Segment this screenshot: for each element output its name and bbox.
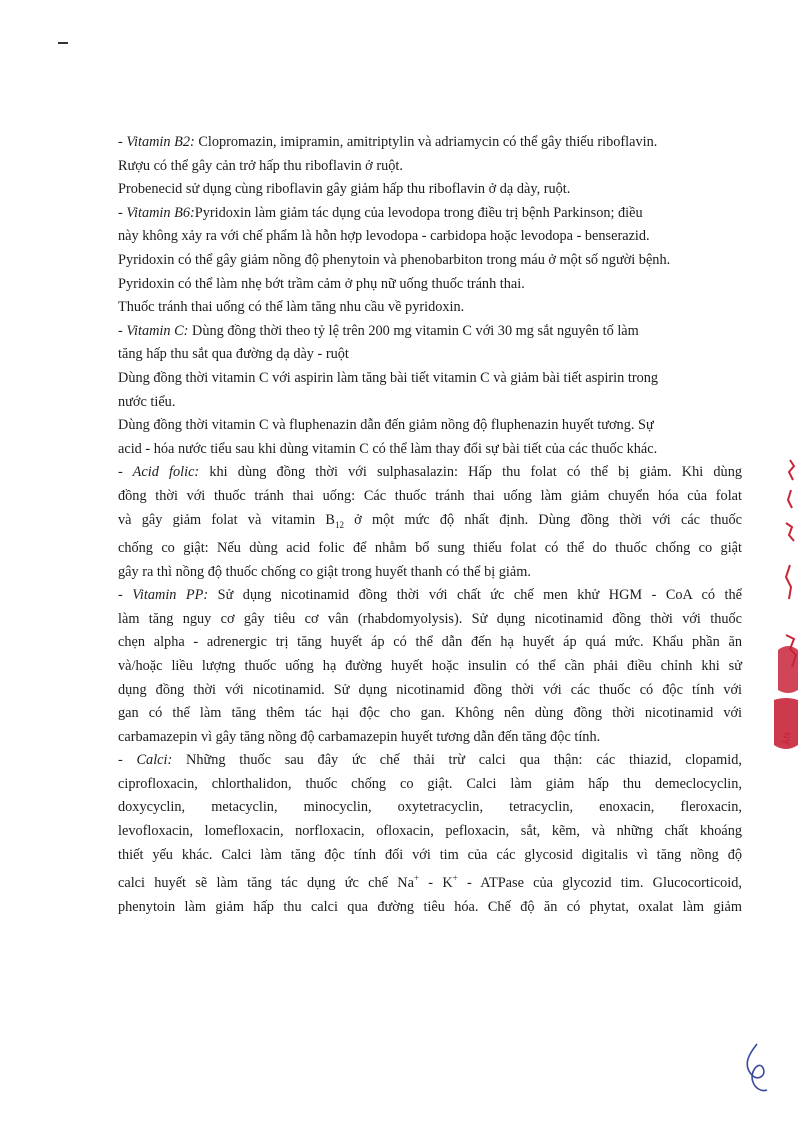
- text-line: [118, 561, 742, 585]
- text-line-content: [118, 899, 742, 915]
- text-line-content: [118, 682, 742, 698]
- text-line: [118, 414, 742, 438]
- text-line: [118, 343, 742, 367]
- text-line-content: [118, 181, 570, 197]
- line-text: phenytoin làm giảm hấp thu calci qua đường tiêu hóa. Chế độ ăn có phytat, oxalat làm giảm: [118, 898, 742, 915]
- line-text: nước tiểu.: [118, 393, 176, 410]
- line-text: và gây giảm folat và vitamin B: [118, 511, 335, 528]
- text-line-content: [118, 847, 742, 863]
- text-line-content: [118, 370, 658, 386]
- line-text: gây ra thì nồng độ thuốc chống co giật trong huyết thanh có thể bị giảm.: [118, 563, 531, 580]
- line-text: Dùng đồng thời vitamin C với aspirin làm tăng bài tiết vitamin C và giảm bài tiết aspirin trong: [118, 369, 659, 386]
- line-text: - K: [419, 875, 453, 892]
- text-line: [118, 773, 742, 797]
- text-line: [118, 155, 742, 179]
- text-line: [118, 796, 742, 820]
- line-text: Pyridoxin có thể gây giảm nồng độ phenytoin và phenobarbiton trong máu ở một số người bệnh.: [118, 251, 671, 268]
- superscript: +: [413, 873, 420, 884]
- text-line-content: [118, 323, 639, 339]
- text-line: [118, 296, 742, 320]
- text-line: [118, 655, 742, 679]
- line-text: acid - hóa nước tiểu sau khi dùng vitamin C có thể làm thay đổi sự bài tiết của các thuốc khác.: [118, 440, 658, 457]
- text-line-content: [118, 705, 742, 721]
- text-line-content: [118, 488, 742, 504]
- text-line: [118, 391, 742, 415]
- text-line: [118, 631, 742, 655]
- text-line-content: [118, 752, 742, 768]
- line-text: doxycyclin, metacyclin, minocyclin, oxytetracyclin, tetracyclin, enoxacin, fleroxacin,: [118, 799, 742, 816]
- line-text: khi dùng đồng thời với sulphasalazin: Hấp thu folat có thể bị giảm. Khi dùng: [199, 464, 742, 481]
- text-line: [118, 749, 742, 773]
- text-line-content: [118, 276, 525, 292]
- text-line-content: [118, 875, 742, 891]
- line-text: đồng thời với thuốc tránh thai uống: Các thuốc tránh thai uống làm giảm chuyển hóa của folat: [118, 487, 742, 504]
- text-line: [118, 131, 742, 155]
- text-line-content: [118, 464, 742, 480]
- section-lead: - Calci:: [118, 752, 173, 769]
- svg-text:ẦN: ẦN: [783, 732, 793, 745]
- text-line-content: [118, 658, 742, 674]
- text-line: [118, 438, 742, 462]
- line-text: calci huyết sẽ làm tăng tác dụng ức chế Na: [118, 875, 414, 892]
- line-text: Dùng đồng thời theo tỷ lệ trên 200 mg vitamin C với 30 mg sắt nguyên tố làm: [188, 322, 639, 339]
- text-line: [118, 225, 742, 249]
- text-line-content: [118, 634, 742, 650]
- text-line: [118, 584, 742, 608]
- text-line: [118, 820, 742, 844]
- handwritten-signature-icon: [735, 1040, 775, 1100]
- line-text: thiết yếu khác. Calci làm tăng độc tính đối với tim của các glycosid digitalis vì tăng nồng độ: [118, 846, 742, 863]
- text-line-content: [118, 394, 175, 410]
- line-text: chống co giật: Nếu dùng acid folic để nhằm bổ sung thiếu folat có thể do thuốc chống co giật: [118, 539, 742, 556]
- text-line-content: [118, 228, 650, 244]
- superscript: +: [452, 873, 458, 884]
- text-line: [118, 273, 742, 297]
- line-text: Sử dụng nicotinamid đồng thời với chất ức chế men khử HGM - CoA có thể: [208, 587, 742, 604]
- red-stamp-icon: [760, 445, 800, 765]
- text-line-content: [118, 441, 657, 457]
- line-text: Dùng đồng thời vitamin C và fluphenazin dẫn đến giảm nồng độ fluphenazin huyết tương. Sự: [118, 417, 654, 434]
- line-text: dụng đồng thời với nicotinamid. Sử dụng nicotinamid đồng thời với các thuốc có độc tính với: [118, 681, 742, 698]
- line-text: Clopromazin, imipramin, amitriptylin và adriamycin có thể gây thiếu riboflavin.: [194, 134, 658, 150]
- text-line: [118, 608, 742, 632]
- text-line: [118, 702, 742, 726]
- text-line: [118, 178, 742, 202]
- text-line-content: [118, 158, 403, 174]
- text-line: [118, 896, 742, 920]
- text-line-content: [118, 299, 464, 315]
- text-line: [118, 537, 742, 561]
- line-text: làm tăng nguy cơ gây tiêu cơ vân (rhabdomyolysis). Sử dụng nicotinamid đồng thời với thuốc: [118, 610, 742, 627]
- text-line-content: [118, 417, 654, 433]
- text-line: [118, 679, 742, 703]
- text-line: [118, 844, 742, 868]
- text-line-content: [118, 823, 742, 839]
- line-text: Những thuốc sau đây ức chế thải trừ calci qua thận: các thiazid, clopamid,: [172, 752, 742, 769]
- section-lead: - Acid folic:: [118, 464, 200, 481]
- line-text: và/hoặc liều lượng thuốc uống hạ đường huyết hoặc insulin có thể cần phải điều chỉnh khi sử: [118, 657, 742, 674]
- line-text: Probenecid sử dụng cùng riboflavin gây giảm hấp thu riboflavin ở dạ dày, ruột.: [118, 181, 571, 198]
- line-text: ở một mức độ nhất định. Dùng đồng thời với các thuốc: [343, 511, 743, 528]
- text-line: [118, 867, 742, 895]
- text-line-content: [118, 205, 643, 221]
- line-text: Pyridoxin làm giảm tác dụng của levodopa trong điều trị bệnh Parkinson; điều: [194, 204, 643, 221]
- text-line: [118, 320, 742, 344]
- line-text: ciprofloxacin, chlorthalidon, thuốc chống co giật. Calci làm giảm hấp thu demeclocyclin,: [118, 775, 742, 792]
- line-text: này không xảy ra với chế phẩm là hỗn hợp levodopa - carbidopa hoặc levodopa - benserazid.: [118, 228, 650, 245]
- text-line-content: [118, 729, 600, 745]
- text-line-content: [118, 252, 670, 268]
- text-line: [118, 509, 742, 537]
- text-line-content: [118, 134, 657, 150]
- section-lead: - Vitamin B6:: [118, 204, 195, 221]
- subscript: 12: [334, 519, 344, 530]
- text-line-content: [118, 611, 742, 627]
- text-line-content: [118, 512, 742, 528]
- line-text: gan có thể làm tăng thêm tác hại độc cho gan. Không nên dùng đồng thời nicotinamid với: [118, 705, 742, 722]
- line-text: levofloxacin, lomefloxacin, norfloxacin, ofloxacin, pefloxacin, sắt, kẽm, và những chất khoáng: [118, 823, 742, 840]
- line-text: Thuốc tránh thai uống có thể làm tăng nhu cầu về pyridoxin.: [118, 299, 465, 316]
- text-line: [118, 485, 742, 509]
- text-line-content: [118, 346, 349, 362]
- text-line: [118, 202, 742, 226]
- text-line-content: [118, 799, 742, 815]
- text-line: [118, 461, 742, 485]
- line-text: - ATPase của glycozid tim. Glucocorticoid,: [457, 875, 743, 892]
- line-text: carbamazepin vì gây tăng nồng độ carbamazepin huyết tương dẫn đến tăng độc tính.: [118, 728, 601, 745]
- document-body: [118, 131, 742, 919]
- scan-mark: [58, 42, 68, 44]
- section-lead: - Vitamin C:: [118, 322, 189, 339]
- text-line-content: [118, 776, 742, 792]
- section-lead: - Vitamin B2:: [118, 134, 195, 150]
- text-line-content: [118, 564, 531, 580]
- section-lead: - Vitamin PP:: [118, 587, 209, 604]
- text-line-content: [118, 587, 742, 603]
- line-text: tăng hấp thu sắt qua đường dạ dày - ruột: [118, 346, 349, 363]
- text-line: [118, 249, 742, 273]
- text-line: [118, 367, 742, 391]
- text-line: [118, 726, 742, 750]
- line-text: chẹn alpha - adrenergic trị tăng huyết áp có thể dẫn đến hạ huyết áp quá mức. Khẩu phần ăn: [118, 634, 742, 651]
- text-line-content: [118, 540, 742, 556]
- line-text: Rượu có thể gây cản trở hấp thu riboflavin ở ruột.: [118, 157, 403, 174]
- line-text: Pyridoxin có thể làm nhẹ bớt trầm cảm ở phụ nữ uống thuốc tránh thai.: [118, 275, 525, 292]
